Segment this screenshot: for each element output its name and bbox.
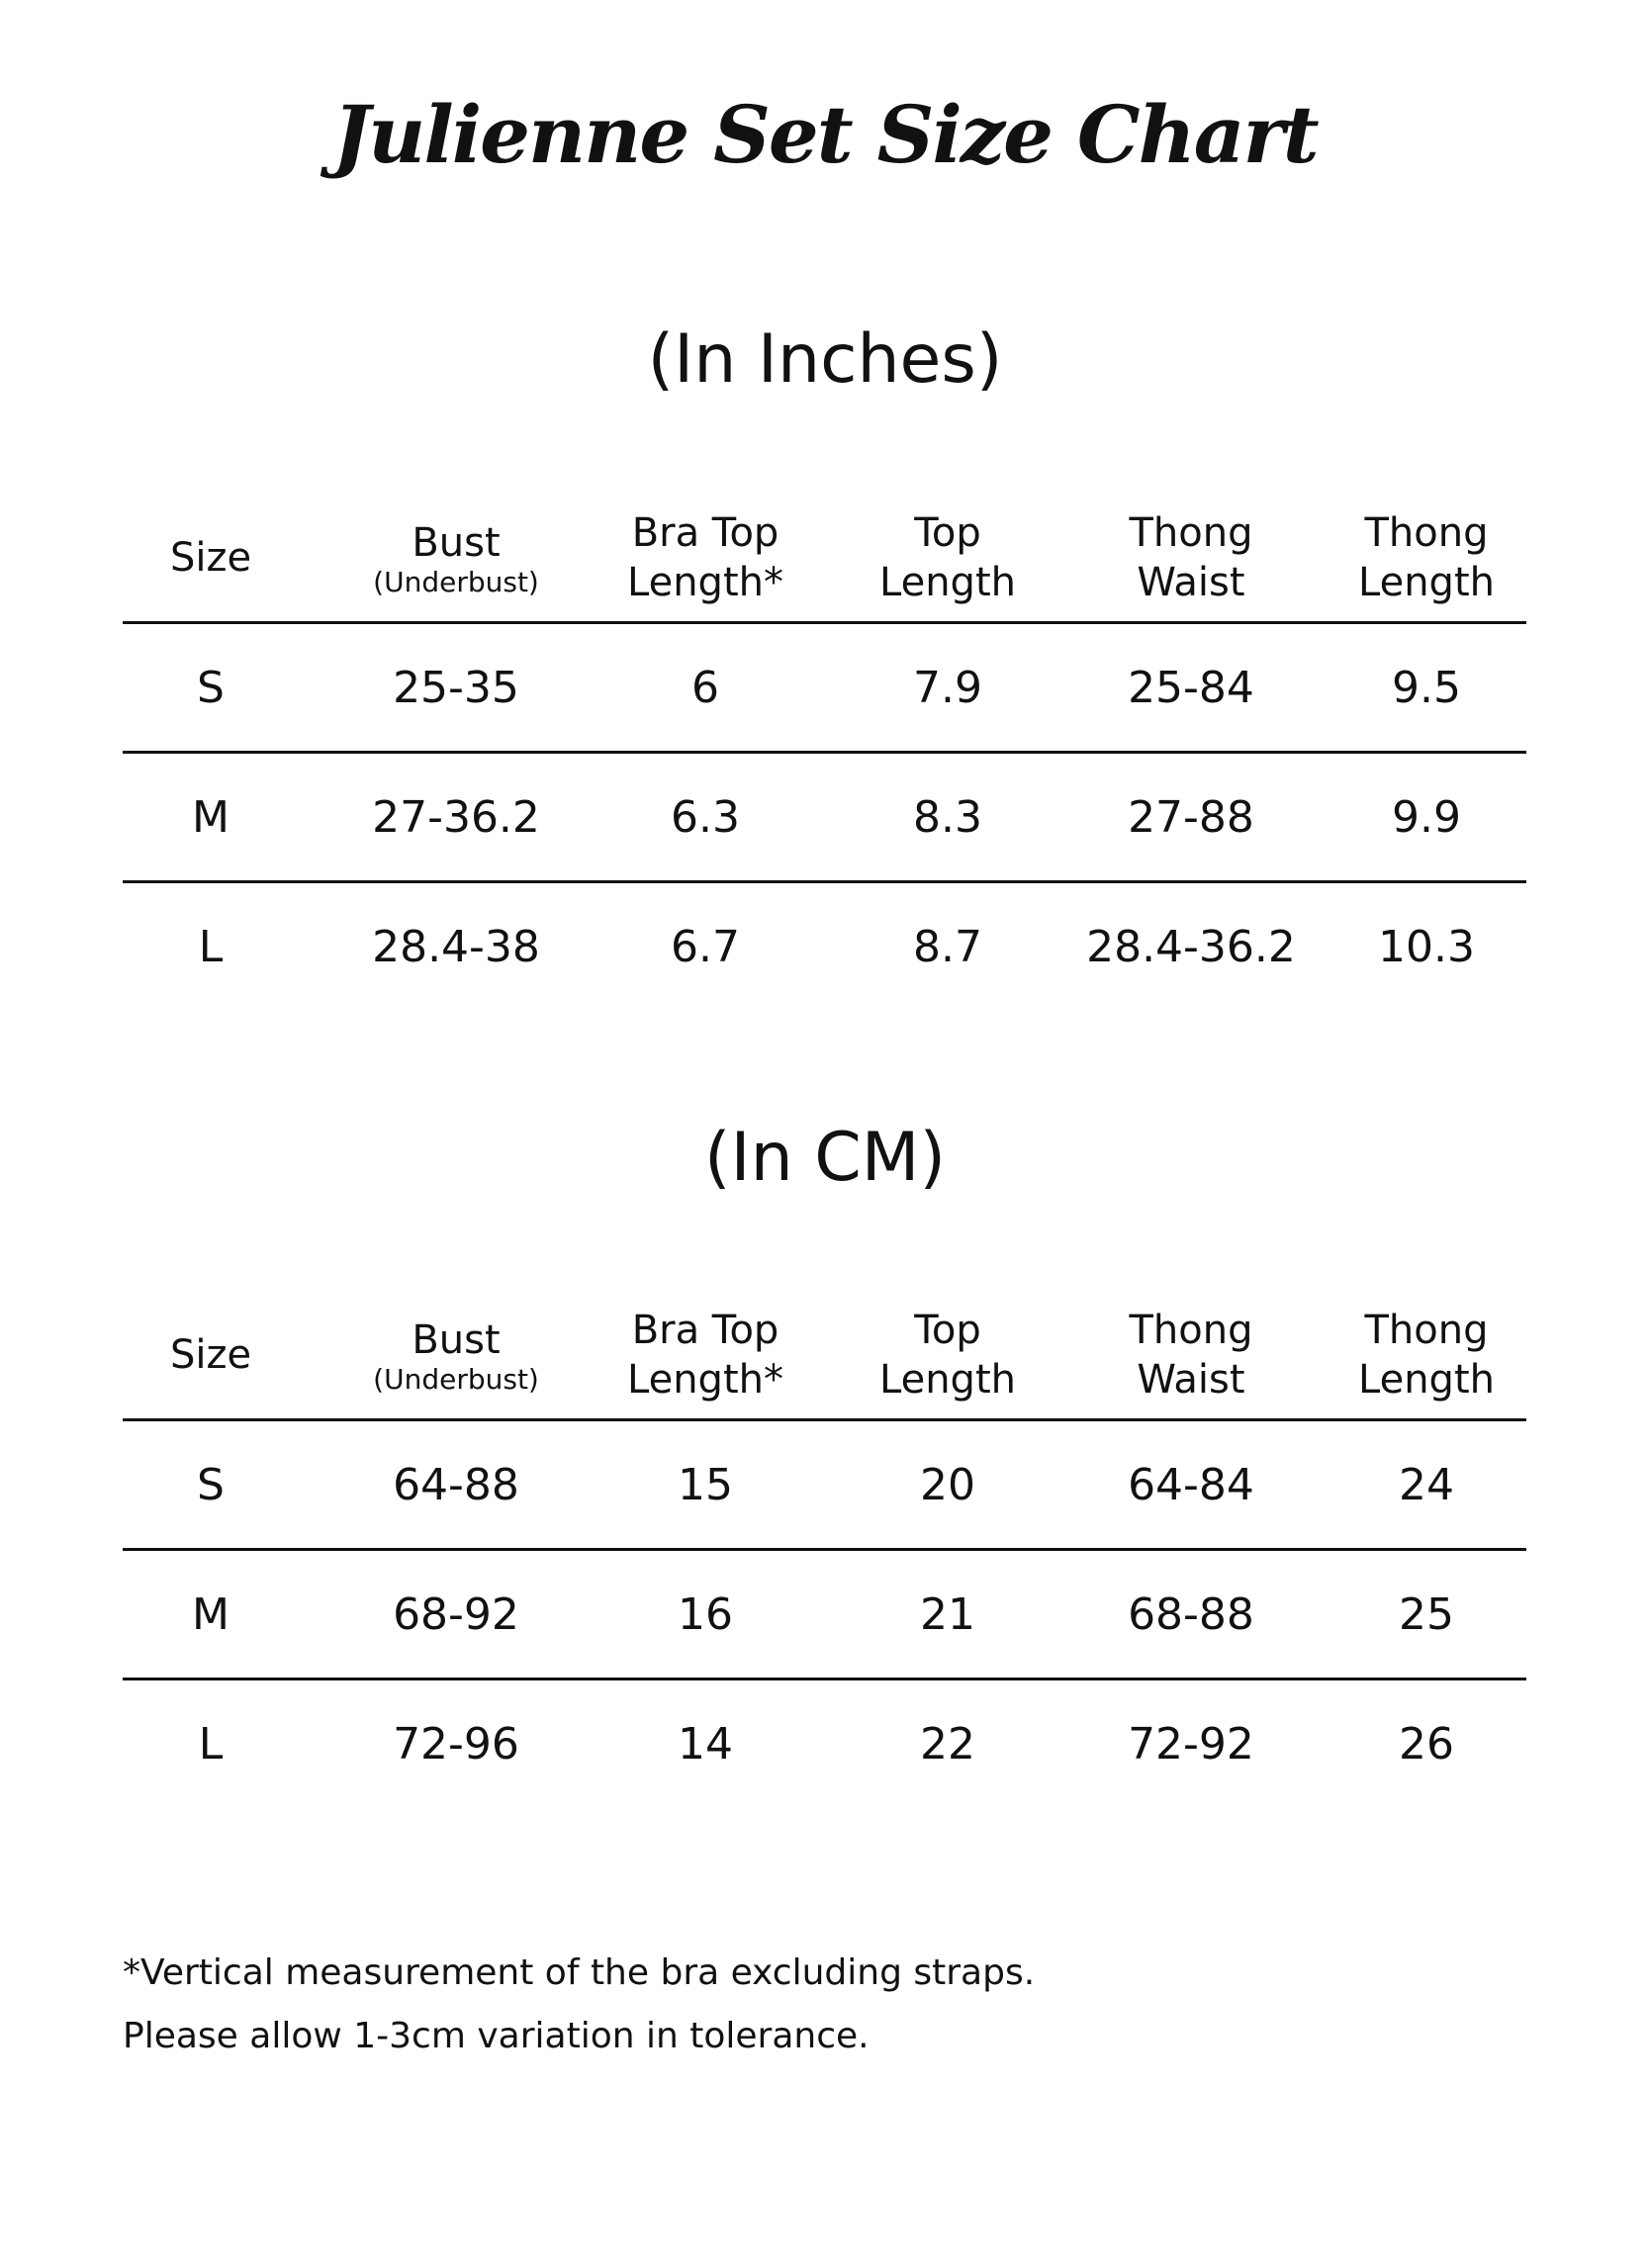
inches-table-header-row: [123, 495, 1526, 624]
bust-cell: 27-36.2: [372, 791, 540, 843]
header-top-length: [829, 495, 1066, 621]
bust-cell: 64-88: [393, 1459, 519, 1510]
inches-size-table: [123, 495, 1526, 1010]
size-cell: S: [197, 662, 225, 713]
thong-waist-cell: 25-84: [1128, 662, 1254, 713]
bra-top-length-cell: 6.7: [671, 921, 740, 972]
size-cell: M: [192, 1588, 229, 1640]
header-thong-waist: [1072, 495, 1310, 621]
header-thong-length-line1: Thong: [1364, 1308, 1489, 1353]
header-thong-waist: [1072, 1292, 1310, 1418]
cm-table-header-row: [123, 1292, 1526, 1421]
size-cell: L: [198, 1718, 224, 1769]
header-thong-length-line2: Length: [1358, 1357, 1495, 1403]
thong-length-cell: 10.3: [1378, 921, 1475, 972]
header-bra-top-length: [587, 1292, 824, 1418]
bra-top-length-cell: 15: [678, 1459, 733, 1510]
header-bust-sublabel: (Underbust): [373, 1363, 539, 1396]
thong-length-cell: 24: [1399, 1459, 1454, 1510]
thong-waist-cell: 64-84: [1128, 1459, 1254, 1510]
header-thong-waist-line1: Thong: [1129, 1308, 1253, 1353]
thong-waist-cell: 27-88: [1128, 791, 1254, 843]
header-bra-top-length-line1: Bra Top: [631, 510, 779, 556]
top-length-cell: 8.7: [913, 921, 982, 972]
thong-length-cell: 25: [1399, 1588, 1454, 1640]
header-bra-top-length: [587, 495, 824, 621]
top-length-cell: 7.9: [913, 662, 982, 713]
cm-size-table: [123, 1292, 1526, 1807]
header-bra-top-length-line2: Length*: [627, 1357, 783, 1403]
table-row: [123, 624, 1526, 754]
thong-waist-cell: 68-88: [1128, 1588, 1254, 1640]
header-thong-length-line1: Thong: [1364, 510, 1489, 556]
bust-cell: 28.4-38: [372, 921, 540, 972]
header-bust-label: Bust: [412, 1317, 501, 1363]
inches-section-heading: (In Inches): [647, 320, 1003, 399]
size-cell: M: [192, 791, 229, 843]
table-row: [123, 754, 1526, 883]
top-length-cell: 22: [920, 1718, 975, 1769]
header-thong-waist-line1: Thong: [1129, 510, 1253, 556]
footnote-bra-measurement: *Vertical measurement of the bra excluding straps.: [123, 1952, 1036, 1993]
header-size: [92, 495, 329, 621]
top-length-cell: 21: [920, 1588, 975, 1640]
bust-cell: 68-92: [393, 1588, 519, 1640]
header-thong-length-line2: Length: [1358, 560, 1495, 605]
thong-length-cell: 9.5: [1392, 662, 1461, 713]
table-row: [123, 883, 1526, 1010]
cm-section-heading: (In CM): [704, 1119, 946, 1197]
header-top-length-line1: Top: [914, 510, 981, 556]
header-thong-length: [1308, 495, 1545, 621]
page-title: Julienne Set Size Chart: [332, 88, 1318, 181]
table-row: [123, 1680, 1526, 1807]
table-row: [123, 1421, 1526, 1551]
header-thong-length: [1308, 1292, 1545, 1418]
footnotes: [123, 1942, 1508, 2068]
header-top-length-line2: Length: [879, 560, 1016, 605]
header-bra-top-length-line2: Length*: [627, 560, 783, 605]
bra-top-length-cell: 6: [691, 662, 719, 713]
bra-top-length-cell: 6.3: [671, 791, 740, 843]
header-bra-top-length-line1: Bra Top: [631, 1308, 779, 1353]
bust-cell: 72-96: [393, 1718, 519, 1769]
header-top-length: [829, 1292, 1066, 1418]
size-cell: S: [197, 1459, 225, 1510]
bust-cell: 25-35: [393, 662, 519, 713]
header-bust: [337, 1292, 575, 1418]
header-size-label: Size: [169, 1332, 252, 1378]
header-size-label: Size: [169, 535, 252, 581]
bra-top-length-cell: 14: [678, 1718, 733, 1769]
size-cell: L: [198, 921, 224, 972]
header-thong-waist-line2: Waist: [1137, 1357, 1245, 1403]
header-bust: [337, 495, 575, 621]
header-bust-sublabel: (Underbust): [373, 566, 539, 598]
thong-waist-cell: 28.4-36.2: [1086, 921, 1296, 972]
bra-top-length-cell: 16: [678, 1588, 733, 1640]
top-length-cell: 8.3: [913, 791, 982, 843]
header-thong-waist-line2: Waist: [1137, 560, 1245, 605]
footnote-tolerance: Please allow 1-3cm variation in tolerance.: [123, 2016, 870, 2056]
thong-length-cell: 26: [1399, 1718, 1454, 1769]
table-row: [123, 1551, 1526, 1680]
header-top-length-line1: Top: [914, 1308, 981, 1353]
thong-length-cell: 9.9: [1392, 791, 1461, 843]
top-length-cell: 20: [920, 1459, 975, 1510]
header-bust-label: Bust: [412, 520, 501, 566]
header-top-length-line2: Length: [879, 1357, 1016, 1403]
thong-waist-cell: 72-92: [1128, 1718, 1254, 1769]
header-size: [92, 1292, 329, 1418]
